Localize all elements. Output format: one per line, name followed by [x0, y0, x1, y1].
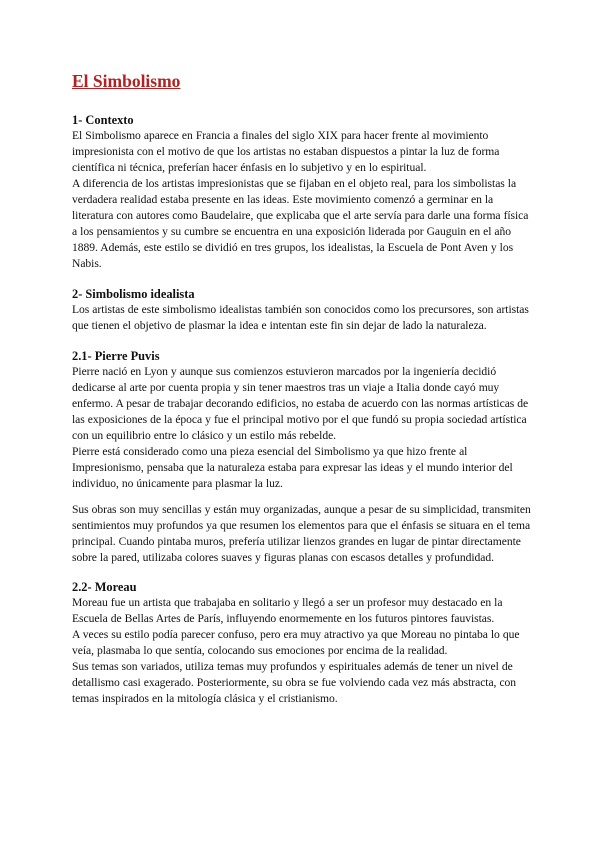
section-heading-pierre-puvis: 2.1- Pierre Puvis [72, 349, 160, 363]
section-heading-simbolismo-idealista: 2- Simbolismo idealista [72, 287, 195, 301]
paragraph: A veces su estilo podía parecer confuso, pero era muy atractivo ya que Moreau no pintaba lo que veía, plasmaba lo que sentía, colocando sus emociones por encima de la realidad. [72, 628, 520, 657]
paragraph: El Simbolismo aparece en Francia a finales del siglo XIX para hacer frente al movimiento impresionista con el motivo de que los artistas no estaban dispuestos a pintar la luz de forma científica ni técnica, preferían hacer énfasis en lo subjetivo y en lo espiritual. [72, 129, 500, 174]
paragraph: Sus temas son variados, utiliza temas muy profundos y espirituales además de tener un nivel de detallismo casi exagerado. Posteriormente, su obra se fue volviendo cada vez más abstracta, con temas inspirados en la mitología clásica y el cristianismo. [72, 660, 517, 705]
document-title: El Simbolismo [72, 71, 181, 91]
paragraph: Los artistas de este simbolismo idealistas también son conocidos como los precursores, son artistas que tienen el objetivo de plasmar la idea e intentan este fin sin dejar de lado la naturaleza. [72, 303, 529, 332]
section-moreau [72, 579, 532, 707]
section-simbolismo-idealista [72, 286, 532, 334]
section-pierre-puvis [72, 348, 532, 566]
paragraph: Pierre nació en Lyon y aunque sus comienzos estuvieron marcados por la ingeniería decidió dedicarse al arte por cuenta propia y sin tener maestros tras un viaje a Italia donde cayó muy enfermo. A pesar de trabajar decorando edificios, no estaba de acuerdo con las normas artísticas de las exposiciones de la época y fue el principal motivo por el que fundó su propia sociedad artística con un equilibrio entre lo clásico y un estilo más rebelde. [72, 365, 529, 442]
section-heading-contexto: 1- Contexto [72, 113, 134, 127]
section-contexto [72, 112, 532, 272]
paragraph: Moreau fue un artista que trabajaba en solitario y llegó a ser un profesor muy destacado en la Escuela de Bellas Artes de París, influyendo enormemente en los futuros pintores fauvistas. [72, 596, 503, 625]
paragraph: Sus obras son muy sencillas y están muy organizadas, aunque a pesar de su simplicidad, transmiten sentimientos muy profundos ya que resumen los elementos para que el énfasis se situara en el tema principal. Cuando pintaba muros, prefería utilizar lienzos grandes en lugar de pintar directamente sobre la pared, utilizaba colores suaves y figuras planas con escasos detalles y profundidad. [72, 503, 531, 564]
paragraph: Pierre está considerado como una pieza esencial del Simbolismo ya que hizo frente al Impresionismo, pensaba que la naturaleza estaba para expresar las ideas y el mundo interior del individuo, no únicamente para plasmar la luz. [72, 445, 513, 490]
paragraph: A diferencia de los artistas impresionistas que se fijaban en el objeto real, para los simbolistas la verdadera realidad estaba presente en las ideas. Este movimiento comenzó a germinar en la literatura con autores como Baudelaire, que explicaba que el arte servía para darle una forma física a los pensamientos y su cumbre se encuentra en una exposición liderada por Gauguin en el año 1889. Además, este estilo se dividió en tres grupos, los idealistas, la Escuela de Pont Aven y los Nabis. [72, 177, 529, 270]
document-page [72, 70, 532, 707]
section-heading-moreau: 2.2- Moreau [72, 580, 137, 594]
